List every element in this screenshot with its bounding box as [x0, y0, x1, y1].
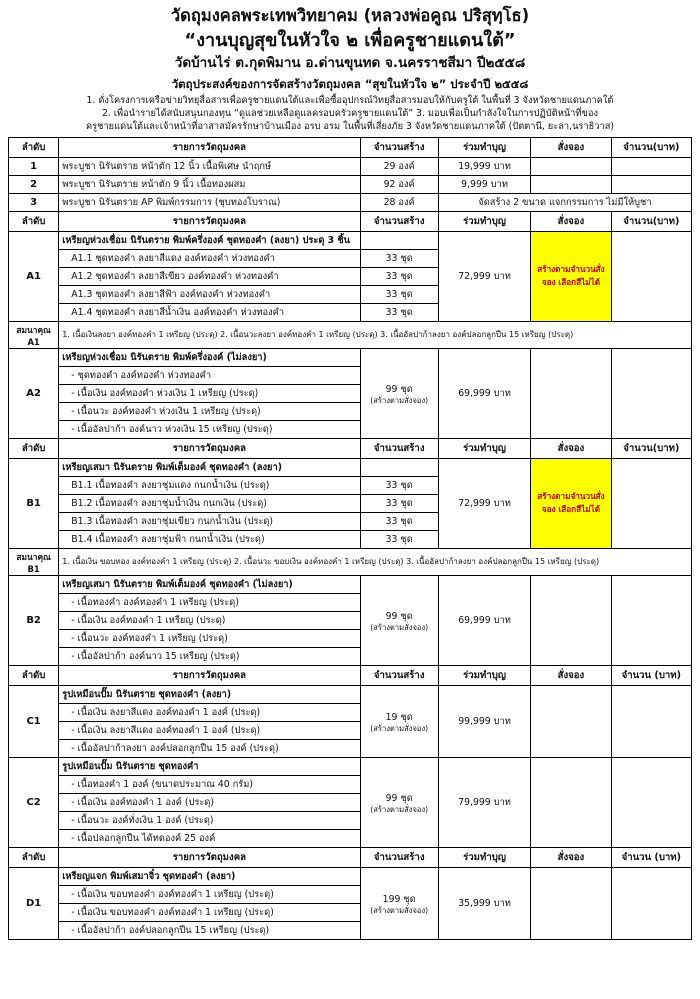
made-count: 99 ชุด	[385, 792, 413, 804]
row-no: 3	[9, 193, 59, 211]
col-reserve: สั่งจอง	[531, 438, 611, 458]
col-item: รายการวัตถุมงคล	[59, 211, 360, 231]
row-subitem: - เนื้ออัลปาก้า องค์นาว ห่วงเงิน 15 เหรียญ (ประดุ)	[59, 420, 360, 438]
row-made	[360, 575, 438, 665]
row-item: พระบูชา นิรันตราย หน้าตัก 12 นิ้ว เนื้อพิเศษ นำฤกษ์	[59, 157, 360, 175]
row-subitem: - เนื้อนวะ องค์ทองคำ ห่วงเงิน 1 เหรียญ (ประดุ)	[59, 402, 360, 420]
row-item-title: เหรียญห่วงเชื่อม นิรันตราย พิมพ์ครึ่งองค์ (ไม่ลงยา)	[59, 348, 360, 366]
page-subtitle: “งานบุญสุขในหัวใจ ๒ เพื่อครูชายแดนใต้”	[184, 29, 516, 51]
row-reserve[interactable]	[531, 685, 611, 757]
row-subitem: - เนื้อนวะ องค์ทองคำ 1 เหรียญ (ประดุ)	[59, 629, 360, 647]
row-code-a2: A2	[9, 348, 59, 438]
row-item-title: เหรียญห่วงเชื่อม นิรันตราย พิมพ์ครึ่งองค์ ชุดทองคำ (ลงยา) ประดุ 3 ชิ้น	[59, 231, 360, 249]
row-reserve[interactable]	[531, 867, 611, 939]
row-item-title: เหรียญเสมา นิรันตราย พิมพ์เต็มองค์ ชุดทองคำ (ลงยา)	[59, 458, 360, 476]
row-made: 33 ชุด	[360, 512, 438, 530]
table-header-row	[9, 211, 692, 231]
row-merit: 9,999 บาท	[438, 175, 530, 193]
table-row	[9, 175, 692, 193]
row-made: 33 ชุด	[360, 303, 438, 321]
document-header	[0, 0, 700, 92]
row-amount[interactable]	[611, 348, 691, 438]
row-item-title: เหรียญแจก พิมพ์เสมาจิ๋ว ชุดทองคำ (ลงยา)	[59, 867, 360, 885]
page-title: วัดถุมงคลพระเทพวิทยาคม (หลวงพ่อคูณ ปริสุทฺโธ)	[170, 6, 530, 25]
row-merit: 35,999 บาท	[438, 867, 530, 939]
row-made: 33 ชุด	[360, 249, 438, 267]
made-note: (สร้างตามสั่งจอง)	[370, 804, 429, 814]
col-reserve: สั่งจอง	[531, 665, 611, 685]
row-made	[360, 757, 438, 847]
made-count: 99 ชุด	[385, 383, 413, 395]
table-row-c2-title	[9, 757, 692, 775]
table-header-row	[9, 665, 692, 685]
note-text: 1. เนื้อเงิน ขอบทอง องค์ทองคำ 1 เหรียญ (ประดุ) 2. เนื้อนวะ ขอบเงิน องค์ทองคำ 1 เหรียญ (ประดุ) 3. เนื้ออัลปาก้าลงยา องค์ปลอกลูกปืน 15 เหรียญ (ประดุ)	[59, 548, 692, 575]
table-row-a1-title	[9, 231, 692, 249]
row-subitem: A1.4 ชุดทองคำ ลงยาสีน้ำเงิน องค์ทองคำ ห่วงทองคำ	[59, 303, 360, 321]
col-no: ลำดับ	[9, 847, 59, 867]
row-reserve[interactable]	[531, 175, 611, 193]
col-made: จำนวนสร้าง	[360, 211, 438, 231]
row-merit: 79,999 บาท	[438, 757, 530, 847]
col-item: รายการวัตถุมงคล	[59, 438, 360, 458]
row-subitem: - เนื้อปลอกลูกปืน ได้ทดองค์ 25 องค์	[59, 829, 360, 847]
row-subitem: B1.2 เนื้อทองคำ ลงยาชุ่มน้ำเงิน กนกเงิน (ประดุ)	[59, 494, 360, 512]
row-merit: 99,999 บาท	[438, 685, 530, 757]
row-item-title: รูปเหมือนปั๊ม นิรันตราย ชุดทองคำ (ลงยา)	[59, 685, 360, 703]
intro-line-2: 2. เพื่อนำรายได้สนับสนุนกองทุน “ดูแลช่วยเหลือดูแลครอบครัวครูชายแดนใต้” 3. มอบเพื่อเป็นกำลังใจในการปฏิบัติหน้าที่ของ	[101, 107, 599, 119]
note-label: สมนาคุณ B1	[9, 548, 59, 575]
row-code-b2: B2	[9, 575, 59, 665]
col-item: รายการวัตถุมงคล	[59, 847, 360, 867]
col-merit: ร่วมทำบุญ	[438, 847, 530, 867]
row-item-title: เหรียญเสมา นิรันตราย พิมพ์เต็มองค์ ชุดทองคำ (ไม่ลงยา)	[59, 575, 360, 593]
row-amount[interactable]	[611, 458, 691, 548]
table-header-row	[9, 438, 692, 458]
row-reserve[interactable]	[531, 348, 611, 438]
row-made: 92 องค์	[360, 175, 438, 193]
col-reserve: สั่งจอง	[531, 211, 611, 231]
table-row-b1-title	[9, 458, 692, 476]
col-amount: จำนวน (บาท)	[611, 847, 691, 867]
row-item: พระบูชา นิรันตราย AP พิมพ์กรรมการ (ชุบทองโบราณ)	[59, 193, 360, 211]
row-made: 33 ชุด	[360, 476, 438, 494]
table-row-c1-title	[9, 685, 692, 703]
table-header-row	[9, 137, 692, 157]
row-amount[interactable]	[611, 867, 691, 939]
purpose-heading: วัตถุประสงค์ของการจัดสร้างวัตถุมงคล “สุขในหัวใจ ๒” ประจำปี ๒๕๕๘	[171, 76, 529, 91]
made-note: (สร้างตามสั่งจอง)	[370, 723, 429, 733]
table-row-a2-title	[9, 348, 692, 366]
row-merit: 72,999 บาท	[438, 458, 530, 548]
row-subitem: - เนื้อเงิน ขอบทองคำ องค์ทองคำ 1 เหรียญ (ประดุ)	[59, 903, 360, 921]
row-merit: 69,999 บาท	[438, 348, 530, 438]
table-row-b2-title	[9, 575, 692, 593]
row-subitem: B1.1 เนื้อทองคำ ลงยาชุ่มแดง กนกน้ำเงิน (ประดุ)	[59, 476, 360, 494]
row-made: 28 องค์	[360, 193, 438, 211]
col-amount: จำนวน(บาท)	[611, 211, 691, 231]
row-amount[interactable]	[611, 231, 691, 321]
col-no: ลำดับ	[9, 438, 59, 458]
col-merit: ร่วมทำบุญ	[438, 665, 530, 685]
row-subitem: - เนื้อทองคำ องค์ทองคำ 1 เหรียญ (ประดุ)	[59, 593, 360, 611]
table-row	[9, 193, 692, 211]
col-amount: จำนวน(บาท)	[611, 137, 691, 157]
made-count: 19 ชุด	[385, 711, 413, 723]
row-amount[interactable]	[611, 157, 691, 175]
col-made: จำนวนสร้าง	[360, 137, 438, 157]
reserve-highlight-note: สร้างตามจำนวนสั่งจอง เลือกสีไม่ได้	[531, 231, 611, 321]
row-made: 33 ชุด	[360, 267, 438, 285]
row-subitem: - เนื้อเงิน องค์ทองคำ 1 เหรียญ (ประดุ)	[59, 611, 360, 629]
row-item-title: รูปเหมือนปั๊ม นิรันตราย ชุดทองคำ	[59, 757, 360, 775]
row-subitem: - เนื้อทองคำ 1 องค์ (ขนาดประมาณ 40 กรัม)	[59, 775, 360, 793]
col-amount: จำนวน(บาท)	[611, 438, 691, 458]
row-subitem: - เนื้อนวะ องค์ทั่งเงิน 1 องค์ (ประดุ)	[59, 811, 360, 829]
row-code-b1: B1	[9, 458, 59, 548]
row-subitem: - เนื้อเงิน องค์ทองคำ ห่วงเงิน 1 เหรียญ (ประดุ)	[59, 384, 360, 402]
col-item: รายการวัตถุมงคล	[59, 665, 360, 685]
row-made	[360, 685, 438, 757]
col-merit: ร่วมทำบุญ	[438, 211, 530, 231]
row-no: 1	[9, 157, 59, 175]
row-subitem: - ชุดทองคำ องค์ทองคำ ห่วงทองคำ	[59, 366, 360, 384]
row-code-c2: C2	[9, 757, 59, 847]
row-merit: 69,999 บาท	[438, 575, 530, 665]
row-merit: 19,999 บาท	[438, 157, 530, 175]
row-amount[interactable]	[611, 175, 691, 193]
col-merit: ร่วมทำบุญ	[438, 438, 530, 458]
row-reserve[interactable]	[531, 157, 611, 175]
row-subitem: - เนื้อเงิน ลงยาสีแดง องค์ทองคำ 1 องค์ (ประดุ)	[59, 703, 360, 721]
note-text: 1. เนื้อเงินลงยา องค์ทองคำ 1 เหรียญ (ประดุ) 2. เนื้อนวะลงยา องค์ทองคำ 1 เหรียญ (ประดุ) 3. เนื้ออัลปาก้าลงยา องค์ปลอกลูกปืน 15 เหรียญ (ประดุ)	[59, 321, 692, 348]
made-note: (สร้างตามสั่งจอง)	[370, 395, 429, 405]
reserve-highlight-note: สร้างตามจำนวนสั่งจอง เลือกสีไม่ได้	[531, 458, 611, 548]
row-reserve[interactable]	[531, 575, 611, 665]
row-made	[360, 867, 438, 939]
temple-line: วัดบ้านไร่ ต.กุดพิมาน อ.ด่านขุนทด จ.นครราชสีมา ปี๒๕๕๘	[174, 55, 526, 72]
row-subitem: - เนื้ออัลปาก้า องค์นาว 15 เหรียญ (ประดุ)	[59, 647, 360, 665]
row-subitem: B1.3 เนื้อทองคำ ลงยาชุ่มเขียว กนกน้ำเงิน (ประดุ)	[59, 512, 360, 530]
col-amount: จำนวน (บาท)	[611, 665, 691, 685]
row-made: 33 ชุด	[360, 494, 438, 512]
col-merit: ร่วมทำบุญ	[438, 137, 530, 157]
table-row-d1-title	[9, 867, 692, 885]
row-made	[360, 458, 438, 476]
col-reserve: สั่งจอง	[531, 847, 611, 867]
intro-line-1: 1. ดั่งโครงการเครือข่ายวิทยุสื่อสารเพื่อครูชายแดนใต้และเพื่อซื้ออุปกรณ์วิทยุสื่อสารมอบให้กับครูใต้ ในพื้นที่ 3 จังหวัดชายแดนภาคใต้	[86, 94, 614, 106]
made-note: (สร้างตามสั่งจอง)	[370, 905, 429, 915]
row-subitem: - เนื้ออัลปาก้าลงยา องค์ปลอกลูกปืน 15 องค์ (ประดุ)	[59, 739, 360, 757]
row-made: 29 องค์	[360, 157, 438, 175]
made-note: (สร้างตามสั่งจอง)	[370, 622, 429, 632]
note-label: สมนาคุณ A1	[9, 321, 59, 348]
col-no: ลำดับ	[9, 137, 59, 157]
row-no: 2	[9, 175, 59, 193]
col-item: รายการวัตถุมงคล	[59, 137, 360, 157]
col-no: ลำดับ	[9, 665, 59, 685]
table-header-row	[9, 847, 692, 867]
row-made: 33 ชุด	[360, 530, 438, 548]
row-made: 33 ชุด	[360, 285, 438, 303]
row-subitem: B1.4 เนื้อทองคำ ลงยาชุ่มฟ้า กนกน้ำเงิน (ประดุ)	[59, 530, 360, 548]
col-reserve: สั่งจอง	[531, 137, 611, 157]
row-code-d1: D1	[9, 867, 59, 939]
row-reserve[interactable]	[531, 757, 611, 847]
note-row-b1	[9, 548, 692, 575]
row-merit: 72,999 บาท	[438, 231, 530, 321]
col-made: จำนวนสร้าง	[360, 665, 438, 685]
row-subitem: - เนื้ออัลปาก้า องค์ปลอกลูกปืน 15 เหรียญ (ประดุ)	[59, 921, 360, 939]
amulet-table	[8, 137, 692, 940]
made-count: 99 ชุด	[385, 610, 413, 622]
row-amount[interactable]	[611, 757, 691, 847]
row-subitem: A1.1 ชุดทองคำ ลงยาสีแดง องค์ทองคำ ห่วงทองคำ	[59, 249, 360, 267]
intro-line-3: ครูชายแดนใต้และเจ้าหน้าที่อาสาสมัครรักษาบ้านเมือง อรบ อรม ในพื้นที่เสี่ยงภัย 3 จังหวัดชายแดนภาคใต้ (ปัตตานี, ยะลา,นราธิวาส)	[85, 121, 615, 133]
row-made	[360, 231, 438, 249]
col-made: จำนวนสร้าง	[360, 438, 438, 458]
row-code-c1: C1	[9, 685, 59, 757]
row-subitem: - เนื้อเงิน ขอบทองคำ องค์ทองคำ 1 เหรียญ (ประดุ)	[59, 885, 360, 903]
table-row	[9, 157, 692, 175]
row-subitem: A1.2 ชุดทองคำ ลงยาสีเขียว องค์ทองคำ ห่วงทองคำ	[59, 267, 360, 285]
row-item: พระบูชา นิรันตราย หน้าตัก 9 นิ้ว เนื้อทองผสม	[59, 175, 360, 193]
note-row-a1	[9, 321, 692, 348]
row-merit: จัดสร้าง 2 ขนาด แจกกรรมการ ไม่มีให้บูชา	[438, 193, 691, 211]
row-made	[360, 348, 438, 438]
col-no: ลำดับ	[9, 211, 59, 231]
row-subitem: A1.3 ชุดทองคำ ลงยาสีฟ้า องค์ทองคำ ห่วงทองคำ	[59, 285, 360, 303]
row-subitem: - เนื้อเงิน ลงยาสีแดง องค์ทองคำ 1 องค์ (ประดุ)	[59, 721, 360, 739]
row-code-a1: A1	[9, 231, 59, 321]
row-subitem: - เนื้อเงิน องค์ทองคำ 1 องค์ (ประดุ)	[59, 793, 360, 811]
row-amount[interactable]	[611, 685, 691, 757]
col-made: จำนวนสร้าง	[360, 847, 438, 867]
intro-block	[0, 92, 700, 137]
made-count: 199 ชุด	[382, 893, 416, 905]
row-amount[interactable]	[611, 575, 691, 665]
